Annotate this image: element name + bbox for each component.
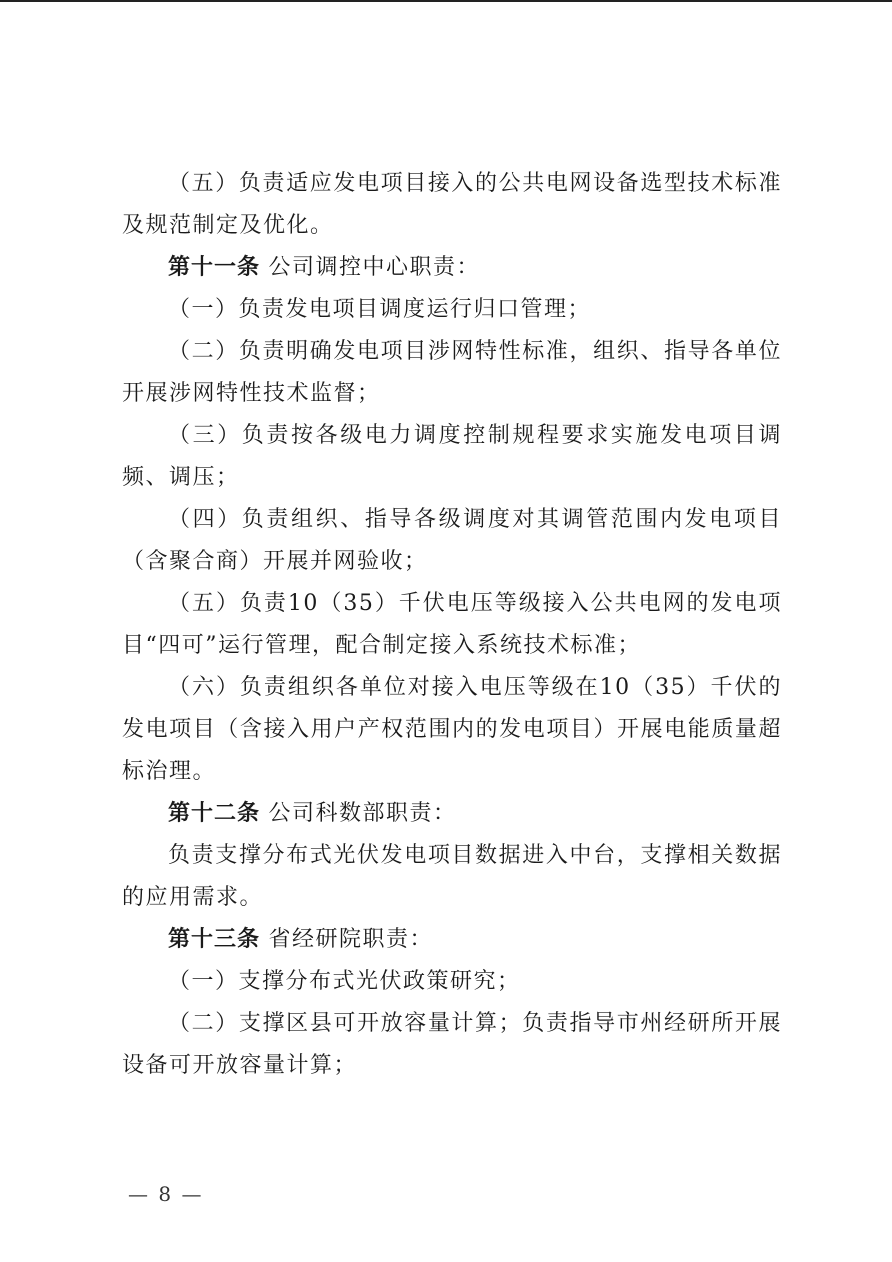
- article-number: 第十二条: [168, 801, 261, 826]
- page-number: — 8 —: [128, 1182, 204, 1206]
- article-11-item-1: （一）负责发电项目调度运行归口管理；: [168, 297, 592, 322]
- article-11-item-3: （三）负责按各级电力调度控制规程要求实施发电项目调频、调压；: [122, 423, 782, 490]
- paragraph-5-equipment-standards: （五）负责适应发电项目接入的公共电网设备选型技术标准及规范制定及优化。: [122, 171, 782, 238]
- article-11-item-6: （六）负责组织各单位对接入电压等级在10（35）千伏的发电项目（含接入用户产权范围内的发电项目）开展电能质量超标治理。: [122, 675, 782, 784]
- top-border-line: [0, 0, 892, 2]
- article-13-heading: 第十三条 省经研院职责：: [168, 927, 434, 952]
- article-number: 第十三条: [168, 927, 261, 952]
- document-body: [122, 163, 782, 1087]
- article-11-heading: 第十一条 公司调控中心职责：: [168, 255, 481, 280]
- article-13-item-1: （一）支撑分布式光伏政策研究；: [168, 969, 521, 994]
- article-12-heading: 第十二条 公司科数部职责：: [168, 801, 457, 826]
- article-11-item-2: （二）负责明确发电项目涉网特性标准，组织、指导各单位开展涉网特性技术监督；: [122, 339, 782, 406]
- article-11-item-5: （五）负责10（35）千伏电压等级接入公共电网的发电项目“四可”运行管理，配合制定接入系统技术标准；: [122, 591, 782, 658]
- article-11-item-4: （四）负责组织、指导各级调度对其调管范围内发电项目（含聚合商）开展并网验收；: [122, 507, 782, 574]
- article-13-item-2: （二）支撑区县可开放容量计算；负责指导市州经研所开展设备可开放容量计算；: [122, 1011, 782, 1078]
- article-12-body: 负责支撑分布式光伏发电项目数据进入中台，支撑相关数据的应用需求。: [122, 843, 782, 910]
- article-number: 第十一条: [168, 255, 261, 280]
